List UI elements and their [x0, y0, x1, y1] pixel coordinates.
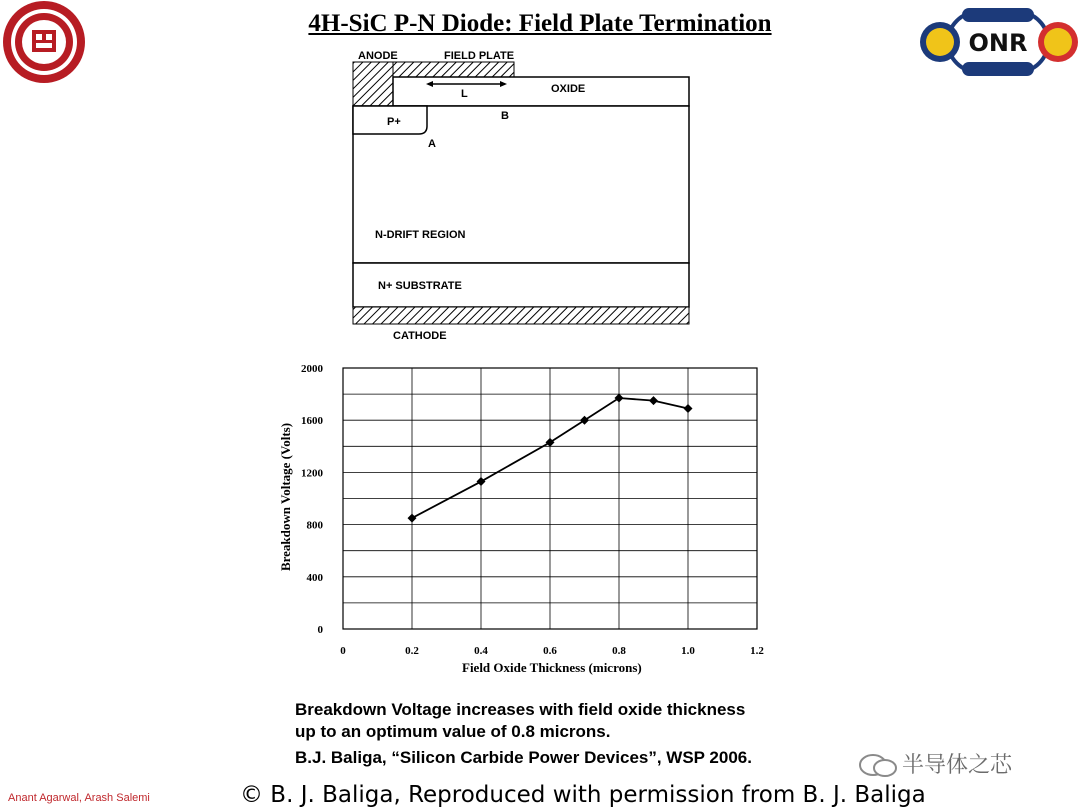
reference-citation: B.J. Baliga, “Silicon Carbide Power Devices”, WSP 2006.: [295, 748, 752, 767]
svg-text:ONR: ONR: [968, 29, 1028, 57]
n-substrate-label: N+ SUBSTRATE: [378, 280, 462, 292]
x-tick-label: 1.0: [681, 645, 695, 657]
caption-line-1: Breakdown Voltage increases with field oxide thickness: [295, 700, 746, 719]
x-axis-title: Field Oxide Thickness (microns): [462, 660, 642, 675]
oxide-label: OXIDE: [551, 83, 586, 95]
y-tick-label: 0: [317, 624, 323, 636]
y-tick-label: 400: [306, 571, 323, 584]
author-credit: Anant Agarwal, Arash Salemi: [8, 792, 150, 804]
watermark: [858, 748, 1012, 779]
caption-line-2: up to an optimum value of 0.8 microns.: [295, 722, 611, 741]
copyright-notice: © B. J. Baliga, Reproduced with permission from B. J. Baliga: [240, 782, 926, 808]
x-tick-label: 0: [340, 645, 346, 657]
p-plus-label: P+: [387, 116, 401, 128]
wechat-icon: [858, 753, 898, 779]
point-b-label: B: [501, 110, 509, 122]
anode-label: ANODE: [358, 50, 398, 62]
cathode-label: CATHODE: [393, 330, 447, 342]
y-tick-label: 1200: [301, 467, 323, 480]
slide-title: 4H-SiC P-N Diode: Field Plate Termination: [308, 10, 772, 37]
x-tick-label: 0.8: [612, 645, 626, 657]
n-drift-label: N-DRIFT REGION: [375, 229, 466, 241]
y-tick-label: 2000: [301, 363, 323, 375]
field-plate-label: FIELD PLATE: [444, 50, 515, 62]
x-tick-label: 1.2: [750, 645, 764, 657]
x-tick-label: 0.4: [474, 645, 488, 657]
x-tick-label: 0.6: [543, 645, 557, 657]
y-axis-title: Breakdown Voltage (Volts): [278, 422, 293, 572]
y-tick-label: 800: [306, 519, 323, 532]
point-a-label: A: [428, 138, 436, 150]
y-tick-label: 1600: [301, 415, 323, 428]
length-label: L: [461, 88, 468, 100]
watermark-text: 半导体之芯: [902, 753, 1013, 778]
x-tick-label: 0.2: [405, 645, 419, 657]
